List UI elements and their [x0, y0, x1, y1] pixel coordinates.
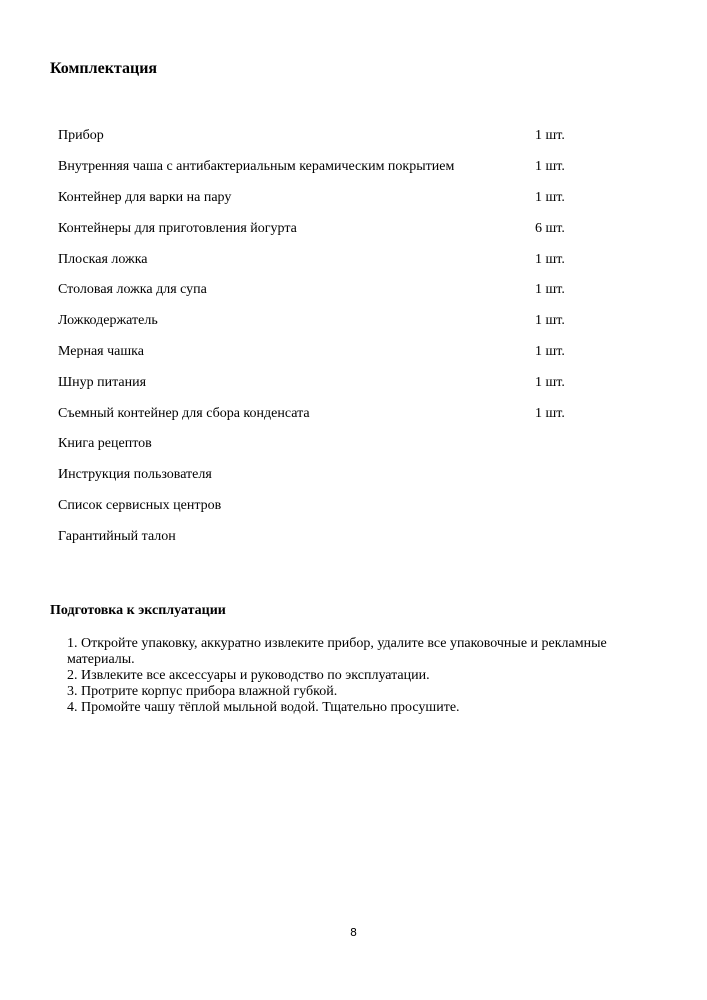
- contents-list: [58, 121, 578, 552]
- item-name: Мерная чашка: [58, 343, 144, 359]
- step-item: 1. Откройте упаковку, аккуратно извлеките прибор, удалите все упаковочные и рекламные материалы.: [67, 636, 607, 667]
- list-item: [58, 367, 578, 398]
- section-title-contents: Комплектация: [50, 60, 158, 77]
- list-item: [58, 491, 578, 522]
- item-name: Столовая ложка для супа: [58, 282, 207, 298]
- step-item: 2. Извлеките все аксессуары и руководство по эксплуатации.: [67, 668, 430, 683]
- item-name: Контейнер для варки на пару: [58, 189, 232, 205]
- step-item: 3. Протрите корпус прибора влажной губкой.: [67, 684, 338, 699]
- item-name: Шнур питания: [58, 374, 147, 390]
- list-item: [58, 429, 578, 460]
- item-qty: 1 шт.: [535, 128, 565, 144]
- item-name: Книга рецептов: [58, 436, 152, 452]
- item-qty: 1 шт.: [535, 405, 565, 421]
- item-qty: 1 шт.: [535, 251, 565, 267]
- list-item: [58, 337, 578, 368]
- section-title-preparation: Подготовка к эксплуатации: [50, 603, 226, 618]
- page-number: 8: [350, 926, 357, 939]
- item-qty: 1 шт.: [535, 343, 565, 359]
- list-item: [58, 521, 578, 552]
- step-item: 4. Промойте чашу тёплой мыльной водой. Тщательно просушите.: [67, 700, 460, 715]
- item-qty: 1 шт.: [535, 189, 565, 205]
- list-item: [58, 152, 578, 183]
- item-name: Плоская ложка: [58, 251, 148, 267]
- item-name: Прибор: [58, 128, 104, 144]
- list-item: [58, 275, 578, 306]
- item-name: Список сервисных центров: [58, 497, 222, 513]
- list-item: [58, 306, 578, 337]
- list-item: [58, 398, 578, 429]
- item-name: Съемный контейнер для сбора конденсата: [58, 405, 310, 421]
- preparation-steps: [67, 636, 642, 716]
- item-qty: 1 шт.: [535, 313, 565, 329]
- item-name: Гарантийный талон: [58, 528, 176, 544]
- item-name: Ложкодержатель: [58, 313, 158, 329]
- list-item: [58, 244, 578, 275]
- item-qty: 6 шт.: [535, 220, 565, 236]
- item-name: Внутренняя чаша с антибактериальным керамическим покрытием: [58, 159, 455, 175]
- list-item: [58, 213, 578, 244]
- item-qty: 1 шт.: [535, 159, 565, 175]
- list-item: [58, 460, 578, 491]
- item-name: Контейнеры для приготовления йогурта: [58, 220, 297, 236]
- item-qty: 1 шт.: [535, 282, 565, 298]
- list-item: [58, 121, 578, 152]
- item-qty: 1 шт.: [535, 374, 565, 390]
- list-item: [58, 183, 578, 214]
- item-name: Инструкция пользователя: [58, 467, 212, 483]
